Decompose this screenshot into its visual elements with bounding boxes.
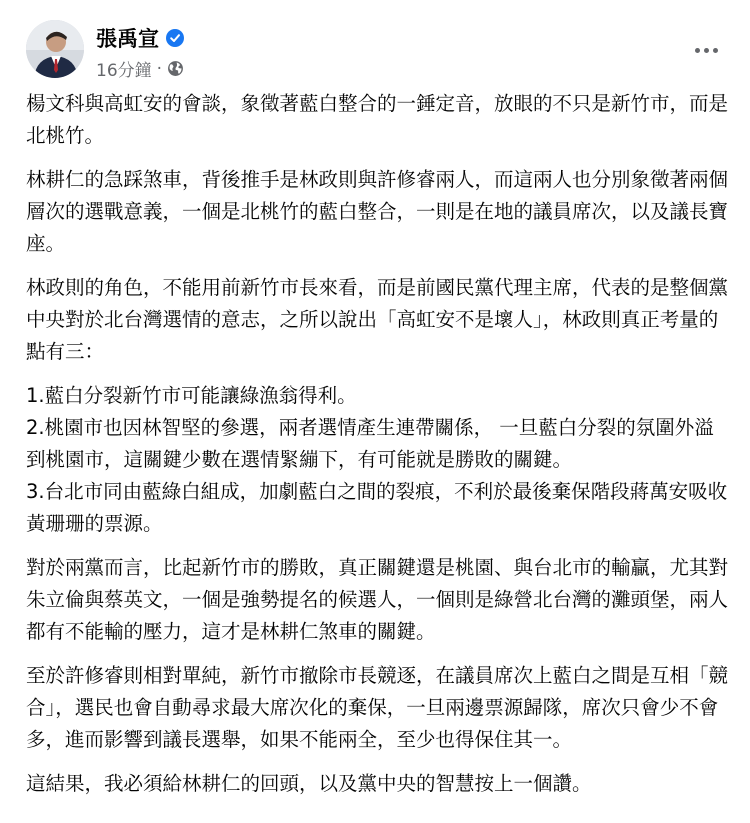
post-paragraph: 林政則的角色，不能用前新竹市長來看，而是前國民黨代理主席，代表的是整個黨中央對於北台灣選情的意志，之所以說出「高虹安不是壞人」，林政則真正考量的點有三： bbox=[26, 276, 729, 363]
post-paragraph: 對於兩黨而言，比起新竹市的勝敗，真正關鍵還是桃園、與台北市的輸贏，尤其對朱立倫與蔡英文，一個是強勢提名的候選人，一個則是綠營北台灣的灘頭堡，兩人都有不能輸的壓力，這才是林耕仁煞車的關鍵。 bbox=[26, 556, 729, 643]
meta-separator: · bbox=[156, 58, 163, 79]
avatar-image bbox=[26, 20, 84, 78]
post-timestamp[interactable]: 16分鐘 bbox=[96, 61, 152, 81]
post-paragraph: 這結果，我必須給林耕仁的回頭，以及黨中央的智慧按上一個讚。 bbox=[26, 772, 592, 795]
post-paragraph: 至於許修睿則相對單純，新竹市撤除市長競逐，在議員席次上藍白之間是互相「競合」，選民也會自動尋求最大席次化的棄保，一旦兩邊票源歸隊，席次只會少不會多，進而影響到議長選舉，如果不能兩全，至少也得保住其一。 bbox=[26, 664, 729, 751]
post-paragraph-list: 1.藍白分裂新竹市可能讓綠漁翁得利。 2.桃園市也因林智堅的參選，兩者選情產生連帶關係， 一旦藍白分裂的氛圍外溢到桃園市，這關鍵少數在選情緊繃下，有可能就是勝敗的關鍵。 3.台北市同由藍綠白組成，加劇藍白之間的裂痕，不利於最後棄保階段蔣萬安吸收黃珊珊的票源。 bbox=[26, 384, 728, 535]
verified-badge-icon bbox=[166, 29, 184, 47]
globe-icon[interactable] bbox=[167, 60, 184, 77]
post-paragraph: 楊文科與高虹安的會談，象徵著藍白整合的一錘定音，放眼的不只是新竹市，而是北桃竹。 bbox=[26, 92, 729, 147]
author-name[interactable]: 張禹宣 bbox=[96, 27, 159, 51]
post-paragraph: 林耕仁的急踩煞車，背後推手是林政則與許修睿兩人，而這兩人也分別象徵著兩個層次的選戰意義，一個是北桃竹的藍白整合，一則是在地的議員席次，以及議長寶座。 bbox=[26, 168, 729, 255]
post-meta bbox=[96, 56, 184, 81]
post-body bbox=[26, 88, 732, 812]
post-header bbox=[26, 20, 724, 80]
author-row bbox=[96, 23, 184, 53]
more-options-icon[interactable] bbox=[688, 32, 724, 68]
avatar[interactable] bbox=[26, 20, 84, 78]
